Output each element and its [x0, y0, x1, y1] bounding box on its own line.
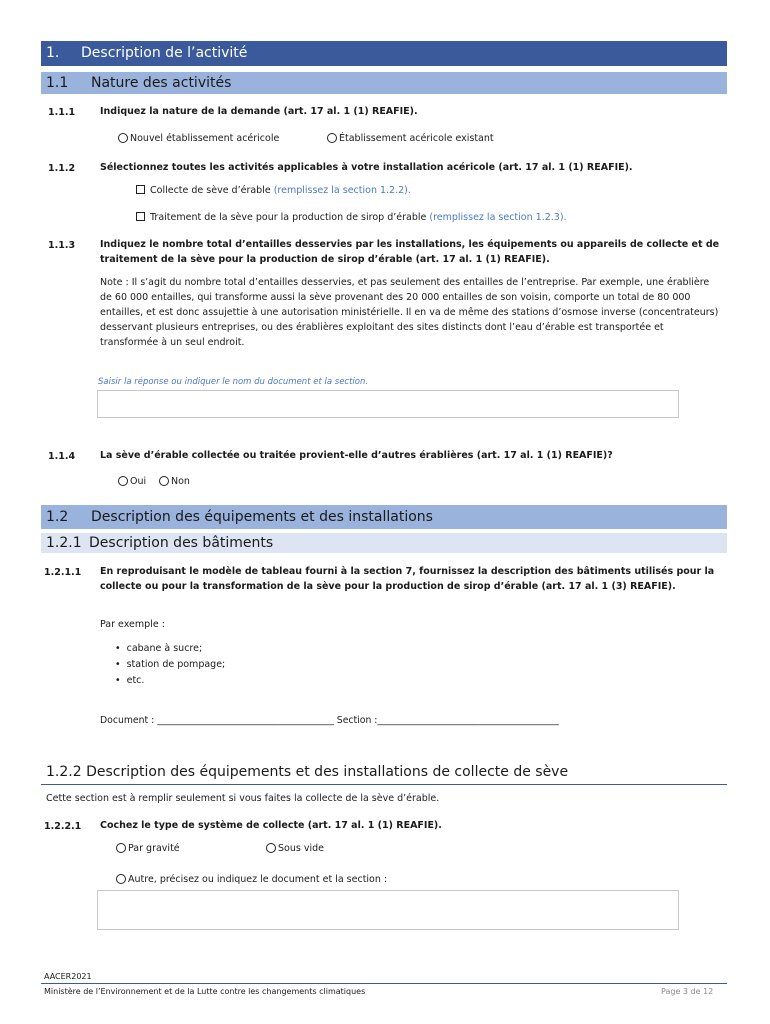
question-number: 1.1.3 [48, 240, 76, 251]
radio-new-establishment[interactable] [118, 131, 279, 146]
section-intro: Cette section est à remplir seulement si vous faites la collecte de la sève d’érable. [46, 793, 440, 804]
radio-existing-establishment[interactable] [327, 131, 494, 146]
radio-icon[interactable] [116, 843, 126, 853]
radio-sous-vide[interactable] [266, 841, 324, 856]
radio-icon[interactable] [118, 133, 128, 143]
question-number: 1.1.1 [48, 107, 76, 118]
section-title: Description de l’activité [81, 45, 248, 61]
radio-icon[interactable] [118, 476, 128, 486]
radio-icon[interactable] [266, 843, 276, 853]
section-title: Description des bâtiments [89, 535, 274, 551]
section-number: 1.1 [46, 75, 69, 91]
question-text: Sélectionnez toutes les activités applicables à votre installation acéricole (art. 17 al. 1 (1) REAFIE). [100, 162, 633, 173]
question-number: 1.2.1.1 [44, 567, 82, 578]
radio-label: Par gravité [128, 843, 180, 854]
list-item: • cabane à sucre; [115, 643, 202, 654]
footer-divider [41, 983, 727, 984]
checkbox-label: Traitement de la sève pour la production de sirop d’érable [150, 212, 430, 223]
section-header-1 [41, 41, 727, 66]
section-header-1-2 [41, 505, 727, 529]
radio-non[interactable] [159, 474, 190, 489]
ministry-name: Ministère de l’Environnement et de la Lutte contre les changements climatiques [44, 987, 366, 996]
question-number: 1.2.2.1 [44, 821, 82, 832]
question-text: Cochez le type de système de collecte (art. 17 al. 1 (1) REAFIE). [100, 820, 442, 831]
radio-label: Non [171, 476, 190, 487]
page-number: Page 3 de 12 [661, 987, 714, 996]
radio-oui[interactable] [118, 474, 146, 489]
radio-icon[interactable] [327, 133, 337, 143]
note-paragraph: Note : Il s’agit du nombre total d’entailles desservies, et pas seulement des entailles de l’entreprise. Par exemple, une érablière de 60 000 entailles, qui transforme aussi la sève provenant des 20 000 entailles de son voisin, comporte un total de 80 000 entailles, et est donc assujettie à une autorisation ministérielle. Il en va de même des stations d’osmose inverse (concentrateurs) desservant plusieurs entreprises, ou des érablières exploitant des sites distincts dont l’eau d’érable est transportée et transformée à un seul endroit. [100, 277, 719, 349]
radio-label: Sous vide [278, 843, 324, 854]
section-number: 1.2.2 [46, 764, 82, 780]
checkbox-collecte[interactable] [136, 183, 411, 198]
checkbox-label: Collecte de sève d’érable [150, 185, 274, 196]
section-number: 1.2 [46, 509, 69, 525]
list-item: • station de pompage; [115, 659, 225, 670]
radio-icon[interactable] [159, 476, 169, 486]
list-item: • etc. [115, 675, 144, 686]
question-text: Indiquez le nombre total d’entailles desservies par les installations, les équipements ou appareils de collecte et de traitement de la sève pour la production de sirop d’érable (art. 17 al. 1 (1) REAFIE). [100, 239, 720, 265]
section-link[interactable]: (remplissez la section 1.2.3). [429, 212, 567, 223]
section-header-1-1 [41, 72, 727, 94]
radio-gravite[interactable] [116, 841, 180, 856]
question-number: 1.1.4 [48, 451, 76, 462]
radio-label: Oui [130, 476, 147, 487]
input-hint: Saisir la réponse ou indiquer le nom du document et la section. [98, 377, 369, 387]
radio-autre[interactable] [116, 872, 387, 887]
example-label: Par exemple : [100, 619, 165, 630]
section-title: Description des équipements et des installations de collecte de sève [86, 764, 569, 780]
section-number: 1.2.1 [46, 535, 82, 551]
radio-icon[interactable] [116, 874, 126, 884]
question-text: La sève d’érable collectée ou traitée provient-elle d’autres érablières (art. 17 al. 1 (1) REAFIE)? [100, 450, 613, 461]
question-text: En reproduisant le modèle de tableau fourni à la section 7, fournissez la description des bâtiments utilisés pour la collecte ou pour la transformation de la sève pour la production de sirop d’érable (art. 17 al. 1 (3) REAFIE). [100, 566, 715, 592]
question-text: Indiquez la nature de la demande (art. 17 al. 1 (1) REAFIE). [100, 106, 418, 117]
radio-label: Autre, précisez ou indiquez le document et la section : [128, 874, 388, 885]
section-link[interactable]: (remplissez la section 1.2.2). [273, 185, 411, 196]
section-header-1-2-1 [41, 533, 727, 553]
question-number: 1.1.2 [48, 163, 76, 174]
section-underline [41, 784, 727, 785]
section-number: 1. [46, 45, 60, 61]
section-title: Description des équipements et des installations [91, 509, 433, 525]
checkbox-traitement[interactable] [136, 210, 567, 225]
answer-field[interactable] [97, 390, 679, 418]
section-title: Nature des activités [91, 75, 232, 91]
form-code: AACER2021 [44, 972, 92, 981]
checkbox-icon[interactable] [136, 185, 145, 194]
other-system-field[interactable] [97, 890, 679, 930]
radio-label: Nouvel établissement acéricole [130, 133, 280, 144]
radio-label: Établissement acéricole existant [339, 133, 494, 144]
document-section-field[interactable]: Document : ______________________________________ Section :_______________________________________ [100, 715, 559, 726]
checkbox-icon[interactable] [136, 212, 145, 221]
section-header-1-2-2 [46, 764, 568, 780]
